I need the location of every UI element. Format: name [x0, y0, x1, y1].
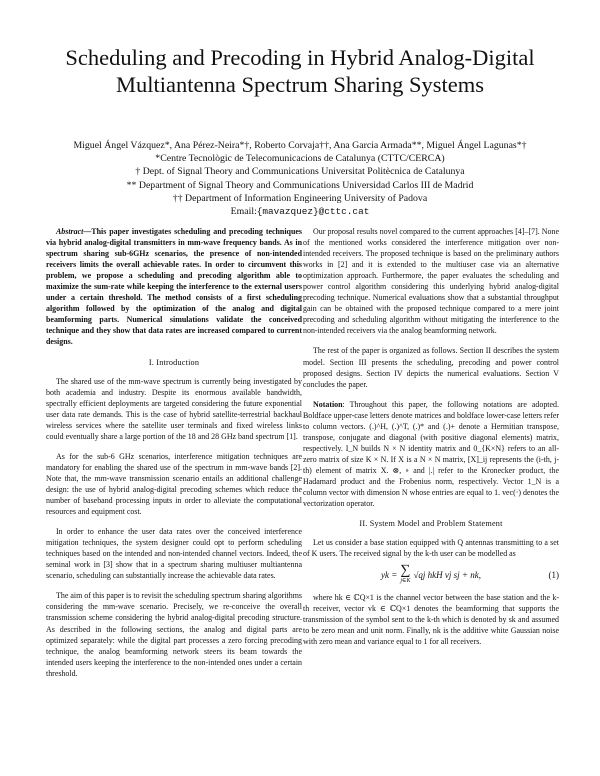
left-column — [46, 226, 302, 679]
abstract — [46, 226, 302, 348]
summation-symbol — [400, 564, 410, 586]
notation-paragraph — [303, 399, 559, 509]
intro-paragraph-4: The aim of this paper is to revisit the scheduling spectrum sharing algorithms considering the mm-wave scenario. Precisely, we re-conceive the overall transmission scheme considering the hybrid analog-digital precoding structure. As described in the following sections, the analog and digital parts are optimized separately: while the digital part processes a zero forcing precoding technique, the analog beamforming network steers its beam towards the intended users keeping the interference to the non-intended ones under a certain threshold. — [46, 591, 302, 678]
summation-index: j∈K — [400, 578, 411, 585]
notation-text: : Throughout this paper, the following notations are adopted. Boldface upper-case letters denote matrices and boldface lower-case letters refer to column vectors. (.)^H, (.)^T, (.)* and (.)+ denote a Hermitian transpose, transpose, conjugate and diagonal (with positive diagonal elements) matrix, respectively. I_N builds N × N identity matrix and 0_{K×N} refers to an all-zero matrix of size K × N. If X is a N × N matrix, [X]_ij represents the (i-th, j-th) element of matrix X. ⊗, ∘ and |.| refer to the Kronecker product, the Hadamard product and the Frobenius norm, respectively. Vector 1_N is a column vector with dimension N whose entries are equal to 1. vec(·) denotes the vectorization operator. — [303, 399, 559, 509]
notation-label: Notation — [313, 399, 343, 409]
equation-lhs: yk = — [381, 569, 398, 580]
intro-paragraph-2: As for the sub-6 GHz scenarios, interference mitigation techniques are mandatory for enabling the shared use of the spectrum in mm-wave bands [2]. Note that, the mm-wave transmission scenario entails an additional challenge design: the use of hybrid analog-digital precoding schemes which reduce the number of baseband processing inputs in order to alleviate the computational resources and equipment cost. — [46, 451, 302, 517]
affiliation-3: ** Department of Signal Theory and Communications Universidad Carlos III de Madrid — [126, 179, 474, 191]
intro-paragraph-5: Our proposal results novel compared to the current approaches [4]–[7]. None of the mentioned works considered the interference mitigation over non-intended receivers. The proposed technique is based on the preliminary authors works in [2] and it is extended to the multiuser case via an alternative optimization approach. Furthermore, the paper evaluates the scheduling and power control algorithm considering this underlying hybrid analog-digital precoding technique. Numerical evaluations show that a substantial throughput gain can be obtained with the proposed technique compared to a mere joint precoding and scheduling algorithm without mitigating the interference to the non-intended receivers via the analog beamforming network. — [303, 227, 559, 336]
author-list: Miguel Ángel Vázquez*, Ana Pérez-Neira*†, Roberto Corvaja††, Ana Garcia Armada**, Miguel Ángel Lagunas*† — [73, 140, 527, 151]
equation-1 — [303, 563, 559, 587]
affiliation-2: † Dept. of Signal Theory and Communications Universitat Politècnica de Catalunya — [135, 166, 465, 178]
sigma-glyph: ∑ — [400, 563, 411, 579]
abstract-label: Abstract — [56, 227, 84, 236]
equation-number: (1) — [548, 569, 559, 580]
abstract-text: —This paper investigates scheduling and precoding techniques via hybrid analog-digital transmitters in mm-wave frequency bands. As in spectrum sharing sub-6GHz scenarios, the presence of non-intended receivers limits the overall achievable rates. In order to circumvent this problem, we propose a scheduling and precoding algorithm able to maximize the sum-rate while keeping the interference to the external users under a certain threshold. The method consists of a first scheduling algorithm followed by the optimization of the analog and digital beamforming parts. Numerical simulations validate the conceived technique and they show that data rates are increased compared to current designs. — [46, 227, 302, 347]
affiliation-4: †† Department of Information Engineering University of Padova — [172, 192, 428, 204]
author-block — [20, 139, 580, 218]
intro-paragraph-1: The shared use of the mm-wave spectrum is currently being investigated by both academia and industry. Despite its enormous available bandwidth, spectrally efficient deployments are targeted considering the future exponential user data rate demands. This is the case of hybrid satellite-terrestrial backhaul wireless services where the satellite user terminals and fixed wireless links could eventually share a large portion of the 18 and 28 GHz band spectrum [1]. — [46, 376, 302, 441]
right-column — [303, 226, 559, 648]
intro-paragraph-6: The rest of the paper is organized as follows. Section II describes the system model. Section III presents the scheduling, precoding and power control proposed designs. Section IV depicts the numerical evaluations. Section V concludes the paper. — [303, 346, 559, 389]
system-model-paragraph-1: Let us consider a base station equipped with Q antennas transmitting to a set of K users. The received signal by the k-th user can be modelled as — [303, 538, 559, 559]
email-address[interactable]: {mavazquez}@cttc.cat — [256, 206, 370, 218]
paper-title — [20, 44, 580, 98]
title-line-1: Scheduling and Precoding in Hybrid Analog-Digital — [65, 45, 535, 70]
intro-paragraph-3: In order to enhance the user data rates over the conceived interference mitigation techniques, the system designer could opt to perform scheduling techniques based on the intended and non-intended channel vectors. Indeed, the seminal work in [3] show that in a spectrum sharing multiuser multiantenna scenario, scheduling can substantially increase the achievable data rates. — [46, 527, 302, 581]
email-label: Email: — [230, 206, 257, 218]
affiliation-1: *Centre Tecnològic de Telecomunicacions de Catalunya (CTTC/CERCA) — [155, 153, 445, 165]
title-line-2: Multiantenna Spectrum Sharing Systems — [115, 72, 485, 97]
section-heading-system-model: II. System Model and Problem Statement — [359, 519, 503, 529]
system-model-paragraph-2: where hk ∈ ℂQ×1 is the channel vector between the base station and the k-th receiver, vector vk ∈ ℂQ×1 denotes the beamforming that supports the transmission of the symbol sent to the k-th which is denoted by sk and assumed to be zero mean and unit norm. Finally, nk is the additive white Gaussian noise with zero mean and variance equal to 1 for all receivers. — [303, 593, 559, 647]
equation-rhs: √qj hkH vj sj + nk, — [413, 569, 481, 580]
email-line — [20, 205, 580, 218]
section-heading-introduction: I. Introduction — [148, 357, 200, 367]
